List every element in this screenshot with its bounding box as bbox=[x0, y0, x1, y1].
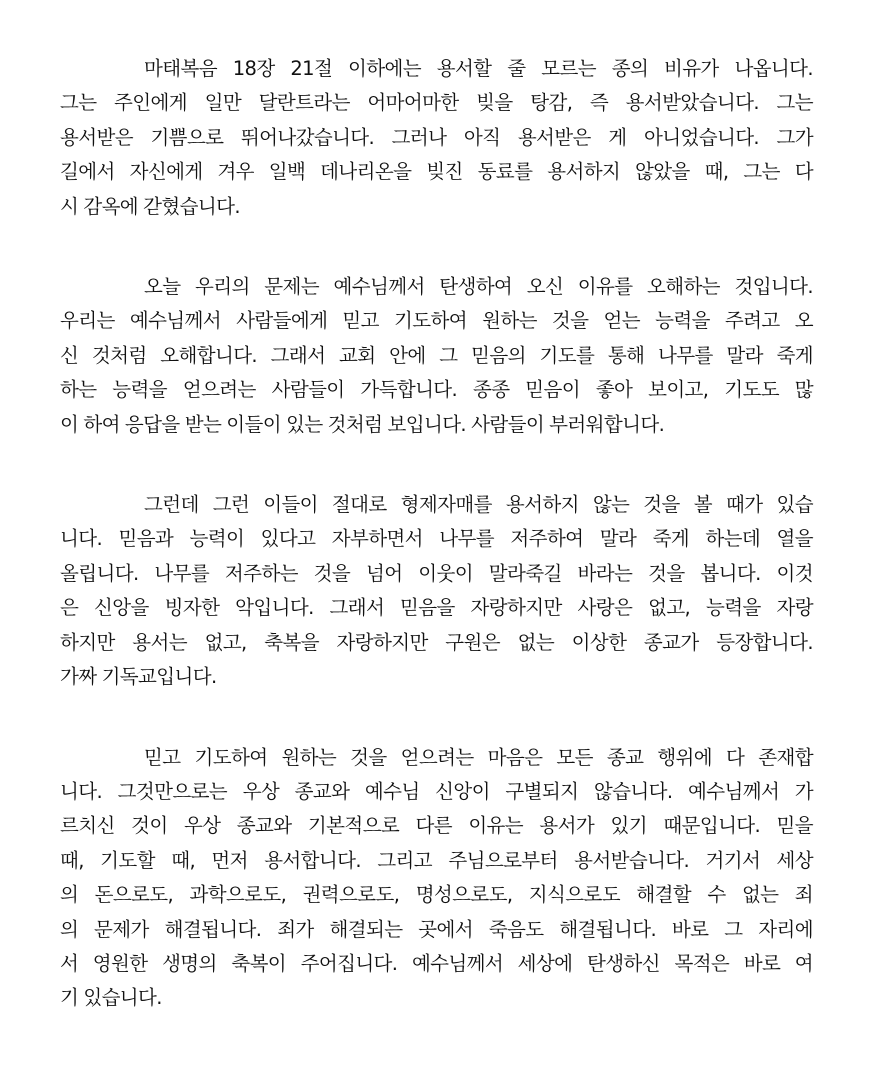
paragraph-line: 용서받은 기쁨으로 뛰어나갔습니다. 그러나 아직 용서받은 게 아니었습니다. 그가 bbox=[60, 125, 813, 149]
paragraph-line: 은 신앙을 빙자한 악입니다. 그래서 믿음을 자랑하지만 사랑은 없고, 능력을 자랑 bbox=[60, 596, 813, 620]
paragraph-line: 길에서 자신에게 겨우 일백 데나리온을 빚진 동료를 용서하지 않았을 때, 그는 다 bbox=[60, 160, 813, 184]
paragraph-line: 의 문제가 해결됩니다. 죄가 해결되는 곳에서 죽음도 해결됩니다. 바로 그 자리에 bbox=[60, 917, 813, 941]
paragraph-line: 이 하여 응답을 받는 이들이 있는 것처럼 보입니다. 사람들이 부러워합니다. bbox=[60, 412, 665, 436]
paragraph-line: 시 감옥에 갇혔습니다. bbox=[60, 194, 240, 218]
paragraph-line: 기 있습니다. bbox=[60, 986, 162, 1010]
paragraph-line: 그는 주인에게 일만 달란트라는 어마어마한 빚을 탕감, 즉 용서받았습니다. 그는 bbox=[60, 91, 813, 115]
paragraph-line: 마태복음 18장 21절 이하에는 용서할 줄 모르는 종의 비유가 나옵니다. bbox=[144, 57, 813, 80]
paragraph-line: 의 돈으로도, 과학으로도, 권력으로도, 명성으로도, 지식으로도 해결할 수 없는 죄 bbox=[60, 883, 813, 907]
paragraph-3 bbox=[60, 488, 813, 694]
paragraph-4 bbox=[60, 741, 813, 1016]
paragraph-line: 하는 능력을 얻으려는 사람들이 가득합니다. 종종 믿음이 좋아 보이고, 기도도 많 bbox=[60, 378, 813, 402]
paragraph-line: 우리는 예수님께서 사람들에게 믿고 기도하여 원하는 것을 얻는 능력을 주려고 오 bbox=[60, 309, 813, 333]
paragraph-2 bbox=[60, 270, 813, 442]
paragraph-line: 서 영원한 생명의 축복이 주어집니다. 예수님께서 세상에 탄생하신 목적은 바로 여 bbox=[60, 951, 813, 975]
paragraph-1 bbox=[60, 52, 813, 224]
paragraph-line: 신 것처럼 오해합니다. 그래서 교회 안에 그 믿음의 기도를 통해 나무를 말라 죽게 bbox=[60, 343, 813, 367]
paragraph-line: 오늘 우리의 문제는 예수님께서 탄생하여 오신 이유를 오해하는 것입니다. bbox=[144, 275, 813, 299]
paragraph-line: 믿고 기도하여 원하는 것을 얻으려는 마음은 모든 종교 행위에 다 존재합 bbox=[144, 745, 813, 769]
paragraph-line: 올립니다. 나무를 저주하는 것을 넘어 이웃이 말라죽길 바라는 것을 봅니다. 이것 bbox=[60, 561, 813, 585]
paragraph-line: 니다. 믿음과 능력이 있다고 자부하면서 나무를 저주하여 말라 죽게 하는데 열을 bbox=[60, 527, 813, 551]
paragraph-line: 때, 기도할 때, 먼저 용서합니다. 그리고 주님으로부터 용서받습니다. 거기서 세상 bbox=[60, 848, 813, 872]
paragraph-line: 가짜 기독교입니다. bbox=[60, 665, 217, 689]
paragraph-line: 니다. 그것만으로는 우상 종교와 예수님 신앙이 구별되지 않습니다. 예수님께서 가 bbox=[60, 779, 813, 803]
paragraph-line: 르치신 것이 우상 종교와 기본적으로 다른 이유는 용서가 있기 때문입니다. 믿을 bbox=[60, 814, 813, 838]
paragraph-line: 하지만 용서는 없고, 축복을 자랑하지만 구원은 없는 이상한 종교가 등장합니다. bbox=[60, 630, 813, 654]
paragraph-line: 그런데 그런 이들이 절대로 형제자매를 용서하지 않는 것을 볼 때가 있습 bbox=[144, 493, 813, 517]
document-body bbox=[60, 52, 813, 1016]
